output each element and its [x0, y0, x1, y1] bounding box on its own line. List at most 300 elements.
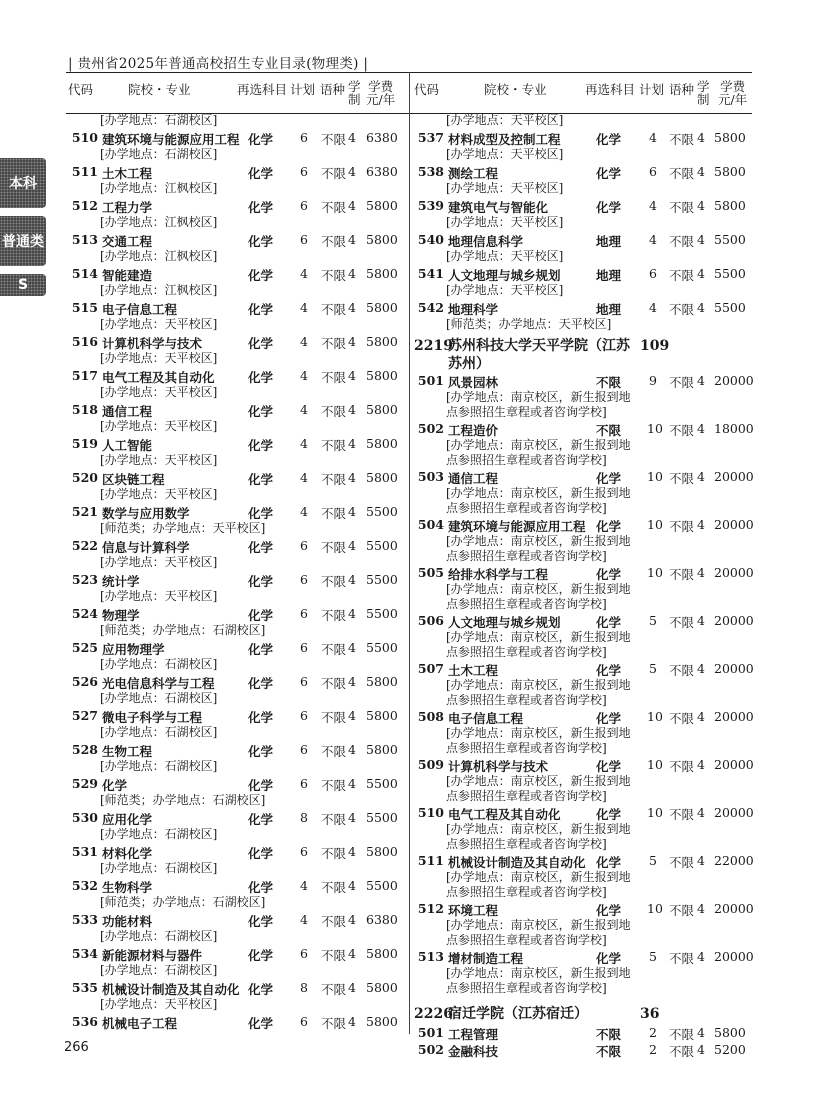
- row-code: 513: [71, 232, 98, 247]
- row-major: 通信工程: [448, 470, 499, 486]
- row-note: [办学地点：江枫校区]: [100, 181, 218, 195]
- row-major: 给排水科学与工程: [448, 566, 549, 582]
- row-plan: 6: [300, 844, 308, 859]
- table-row: [414, 804, 754, 853]
- table-row: [68, 810, 406, 843]
- table-row: [414, 708, 754, 757]
- row-fee: 5800: [366, 300, 398, 315]
- row-language: 不限: [669, 662, 695, 678]
- table-row: [414, 660, 754, 709]
- row-subject: 化学: [248, 540, 274, 555]
- row-code: 522: [71, 538, 98, 553]
- row-language: 不限: [669, 132, 695, 147]
- header-fee: 学费 元/年: [718, 79, 748, 107]
- row-code: 512: [71, 198, 98, 213]
- row-language: 不限: [669, 1026, 695, 1042]
- row-language: 不限: [321, 438, 347, 453]
- row-code: 524: [71, 606, 98, 621]
- row-plan: 6: [300, 232, 308, 247]
- row-years: 4: [348, 436, 356, 451]
- row-fee: 20000: [714, 516, 754, 532]
- row-code: 540: [417, 232, 444, 247]
- row-years: 4: [348, 776, 356, 791]
- row-subject: 化学: [248, 438, 274, 453]
- row-major: 机械电子工程: [102, 1016, 178, 1031]
- row-language: 不限: [669, 302, 695, 317]
- row-note: [办学地点：石湖校区]: [100, 759, 218, 773]
- table-row: [68, 538, 406, 571]
- row-fee: 20000: [714, 372, 754, 388]
- row-years: 4: [697, 852, 705, 868]
- row-note: 点参照招生章程或者咨询学校]: [446, 789, 607, 803]
- row-fee: 5800: [366, 436, 398, 451]
- table-row: [414, 266, 750, 299]
- header-language: 语种: [320, 82, 346, 97]
- row-note: [办学地点：南京校区，新生报到地: [446, 869, 631, 884]
- table-row: [414, 300, 750, 333]
- row-note: 点参照招生章程或者咨询学校]: [446, 645, 607, 659]
- table-row: [68, 402, 406, 435]
- row-years: 4: [697, 708, 705, 724]
- row-note: 点参照招生章程或者咨询学校]: [446, 885, 607, 899]
- row-code: 531: [71, 844, 98, 859]
- table-row: [68, 742, 406, 775]
- row-note: [办学地点：南京校区，新生报到地: [446, 389, 631, 404]
- table-row: [68, 912, 406, 945]
- row-note: 点参照招生章程或者咨询学校]: [446, 453, 607, 467]
- row-subject: 化学: [248, 166, 274, 181]
- row-language: 不限: [669, 1043, 695, 1059]
- row-note: [办学地点：石湖校区]: [100, 691, 218, 705]
- row-years: 4: [697, 804, 705, 820]
- row-major: 应用化学: [102, 812, 153, 827]
- row-subject: 化学: [248, 812, 274, 827]
- row-fee: 20000: [714, 660, 754, 676]
- row-code: 537: [417, 130, 444, 145]
- table-row: [68, 470, 406, 503]
- row-note: [办学地点：天平校区]: [446, 215, 564, 229]
- row-note: [办学地点：南京校区，新生报到地: [446, 437, 631, 452]
- row-years: 4: [697, 164, 705, 179]
- row-fee: 5500: [366, 572, 398, 587]
- row-code: 510: [71, 130, 98, 145]
- row-subject: 化学: [248, 506, 274, 521]
- row-plan: 6: [300, 946, 308, 961]
- row-years: 4: [348, 640, 356, 655]
- row-language: 不限: [669, 234, 695, 249]
- row-note: [办学地点：江枫校区]: [100, 249, 218, 263]
- row-plan: 5: [649, 660, 657, 676]
- row-language: 不限: [669, 268, 695, 283]
- row-subject: 化学: [248, 404, 274, 419]
- row-fee: 5500: [366, 538, 398, 553]
- row-plan: 6: [300, 674, 308, 689]
- header-school-major: 院校・专业: [484, 82, 547, 97]
- row-major: 工程造价: [448, 422, 499, 438]
- right-column: [414, 77, 754, 1059]
- row-language: 不限: [321, 710, 347, 725]
- row-fee: 5800: [366, 232, 398, 247]
- row-subject: 化学: [596, 518, 622, 534]
- header-plan: 计划: [290, 82, 316, 97]
- row-code: 542: [417, 300, 444, 315]
- row-code: 534: [71, 946, 98, 961]
- row-fee: 5500: [366, 810, 398, 825]
- row-note: [办学地点：天平校区]: [446, 249, 564, 263]
- row-years: 4: [697, 612, 705, 628]
- row-major: 建筑电气与智能化: [448, 200, 549, 215]
- row-language: 不限: [669, 518, 695, 534]
- table-row: [414, 612, 754, 661]
- row-plan: 4: [649, 198, 657, 213]
- row-language: 不限: [669, 614, 695, 630]
- table-row: [68, 946, 406, 979]
- table-row: [68, 232, 406, 265]
- row-plan: 6: [300, 708, 308, 723]
- row-subject: 化学: [596, 470, 622, 486]
- row-note: [办学地点：南京校区，新生报到地: [446, 821, 631, 836]
- row-years: 4: [348, 368, 356, 383]
- row-years: 4: [348, 912, 356, 927]
- row-note: [办学地点：南京校区，新生报到地: [446, 965, 631, 980]
- row-language: 不限: [321, 268, 347, 283]
- row-major: 人工智能: [102, 438, 153, 453]
- row-subject: 化学: [248, 302, 274, 317]
- row-language: 不限: [321, 370, 347, 385]
- row-subject: 不限: [596, 1043, 622, 1059]
- row-note: [办学地点：石湖校区]: [100, 861, 218, 875]
- row-note: [师范类；办学地点：石湖校区]: [100, 895, 266, 909]
- row-subject: 化学: [248, 948, 274, 963]
- table-row: [68, 674, 406, 707]
- row-years: 4: [697, 1024, 705, 1040]
- row-major: 材料化学: [102, 846, 153, 861]
- header-language: 语种: [669, 82, 695, 97]
- row-code: 502: [417, 420, 444, 436]
- row-years: 4: [348, 572, 356, 587]
- row-note: 点参照招生章程或者咨询学校]: [446, 549, 607, 563]
- left-column: [68, 77, 406, 1031]
- row-major: 测绘工程: [448, 166, 499, 181]
- lead-note: [办学地点：石湖校区]: [100, 113, 218, 127]
- row-major: 光电信息科学与工程: [102, 676, 215, 691]
- row-subject: 化学: [596, 902, 622, 918]
- row-subject: 化学: [248, 370, 274, 385]
- row-major: 电子信息工程: [448, 710, 524, 726]
- row-fee: 20000: [714, 900, 754, 916]
- row-major: 电气工程及其自动化: [102, 370, 215, 385]
- table-row: [68, 130, 406, 163]
- row-major: 增材制造工程: [448, 950, 524, 966]
- row-years: 4: [348, 300, 356, 315]
- row-major: 人文地理与城乡规划: [448, 614, 561, 630]
- row-note: [办学地点：南京校区，新生报到地: [446, 917, 631, 932]
- row-years: 4: [348, 980, 356, 995]
- institution-heading: [414, 337, 750, 373]
- table-row: [414, 1025, 750, 1042]
- row-fee: 5500: [714, 232, 746, 247]
- row-note: [办学地点：南京校区，新生报到地: [446, 773, 631, 788]
- row-subject: 化学: [248, 744, 274, 759]
- row-language: 不限: [669, 470, 695, 486]
- row-subject: 不限: [596, 422, 622, 438]
- row-major: 新能源材料与器件: [102, 948, 203, 963]
- header-years: 学 制: [697, 79, 710, 107]
- row-subject: 化学: [248, 982, 274, 997]
- row-subject: 化学: [248, 268, 274, 283]
- row-note: [办学地点：石湖校区]: [100, 725, 218, 739]
- row-major: 电子信息工程: [102, 302, 178, 317]
- row-language: 不限: [669, 374, 695, 390]
- row-note: [办学地点：南京校区，新生报到地: [446, 725, 631, 740]
- row-subject: 化学: [248, 132, 274, 147]
- row-plan: 2: [649, 1041, 657, 1057]
- row-code: 520: [71, 470, 98, 485]
- row-years: 4: [348, 504, 356, 519]
- row-subject: 地理: [596, 302, 622, 317]
- row-note: [办学地点：天平校区]: [100, 453, 218, 467]
- row-fee: 5500: [366, 640, 398, 655]
- row-major: 材料成型及控制工程: [448, 132, 561, 147]
- row-fee: 5800: [366, 266, 398, 281]
- row-subject: 化学: [596, 854, 622, 870]
- row-note: [办学地点：南京校区，新生报到地: [446, 533, 631, 548]
- row-subject: 化学: [596, 806, 622, 822]
- row-subject: 化学: [596, 132, 622, 147]
- row-note: [办学地点：石湖校区]: [100, 827, 218, 841]
- lead-note: [办学地点：天平校区]: [446, 113, 564, 127]
- header-plan: 计划: [639, 82, 665, 97]
- row-plan: 6: [300, 776, 308, 791]
- row-subject: 化学: [248, 200, 274, 215]
- row-code: 541: [417, 266, 444, 281]
- row-language: 不限: [669, 200, 695, 215]
- row-years: 4: [348, 946, 356, 961]
- row-major: 建筑环境与能源应用工程: [102, 132, 240, 147]
- row-language: 不限: [321, 540, 347, 555]
- table-row: [68, 708, 406, 741]
- row-subject: 化学: [248, 846, 274, 861]
- row-years: 4: [348, 266, 356, 281]
- institution-name-cont: 苏州）: [448, 355, 490, 372]
- header-subject: 再选科目: [237, 82, 288, 97]
- row-years: 4: [697, 468, 705, 484]
- row-fee: 5800: [366, 334, 398, 349]
- row-language: 不限: [321, 982, 347, 997]
- institution-name: 苏州科技大学天平学院（江苏: [448, 337, 630, 354]
- row-plan: 6: [649, 266, 657, 281]
- row-major: 功能材料: [102, 914, 153, 929]
- row-fee: 5800: [366, 946, 398, 961]
- header-code: 代码: [68, 82, 94, 97]
- row-code: 539: [417, 198, 444, 213]
- row-plan: 9: [649, 372, 657, 388]
- row-code: 516: [71, 334, 98, 349]
- row-fee: 5800: [366, 1014, 398, 1029]
- row-major: 机械设计制造及其自动化: [102, 982, 240, 997]
- row-major: 智能建造: [102, 268, 153, 283]
- row-language: 不限: [669, 166, 695, 181]
- row-major: 人文地理与城乡规划: [448, 268, 561, 283]
- row-plan: 4: [300, 878, 308, 893]
- row-language: 不限: [321, 404, 347, 419]
- row-major: 统计学: [102, 574, 140, 589]
- row-subject: 化学: [248, 608, 274, 623]
- side-tab-s: S: [0, 274, 46, 296]
- table-row: [68, 776, 406, 809]
- row-language: 不限: [321, 574, 347, 589]
- table-row: [68, 198, 406, 231]
- row-fee: 20000: [714, 948, 754, 964]
- row-note: [办学地点：江枫校区]: [100, 215, 218, 229]
- institution-total: 109: [640, 337, 670, 354]
- row-years: 4: [697, 266, 705, 281]
- row-plan: 4: [300, 368, 308, 383]
- row-subject: 化学: [596, 614, 622, 630]
- row-plan: 8: [300, 810, 308, 825]
- row-note: 点参照招生章程或者咨询学校]: [446, 501, 607, 515]
- row-code: 514: [71, 266, 98, 281]
- row-major: 地理科学: [448, 302, 499, 317]
- row-language: 不限: [321, 880, 347, 895]
- row-code: 538: [417, 164, 444, 179]
- table-header: [414, 77, 750, 113]
- row-major: 土木工程: [102, 166, 153, 181]
- row-fee: 5800: [366, 470, 398, 485]
- row-note: 点参照招生章程或者咨询学校]: [446, 837, 607, 851]
- row-note: [办学地点：天平校区]: [446, 147, 564, 161]
- row-years: 4: [697, 198, 705, 213]
- row-fee: 20000: [714, 468, 754, 484]
- table-row: [414, 516, 754, 565]
- header-fee: 学费 元/年: [366, 79, 396, 107]
- row-note: 点参照招生章程或者咨询学校]: [446, 981, 607, 995]
- row-years: 4: [697, 948, 705, 964]
- row-fee: 5800: [366, 742, 398, 757]
- row-plan: 6: [300, 1014, 308, 1029]
- row-note: [办学地点：天平校区]: [100, 487, 218, 501]
- row-code: 536: [71, 1014, 98, 1029]
- row-code: 507: [417, 660, 444, 676]
- row-fee: 20000: [714, 564, 754, 580]
- institution-heading: [414, 1005, 750, 1025]
- row-language: 不限: [321, 948, 347, 963]
- row-code: 528: [71, 742, 98, 757]
- row-years: 4: [348, 708, 356, 723]
- row-years: 4: [348, 538, 356, 553]
- row-code: 518: [71, 402, 98, 417]
- row-subject: 化学: [248, 914, 274, 929]
- row-years: 4: [348, 130, 356, 145]
- row-major: 区块链工程: [102, 472, 165, 487]
- row-code: 532: [71, 878, 98, 893]
- row-plan: 10: [647, 708, 663, 724]
- row-major: 计算机科学与技术: [448, 758, 549, 774]
- row-plan: 10: [647, 468, 663, 484]
- table-row: [68, 504, 406, 537]
- table-row: [414, 948, 754, 997]
- row-plan: 2: [649, 1024, 657, 1040]
- row-code: 509: [417, 756, 444, 772]
- row-code: 508: [417, 708, 444, 724]
- row-language: 不限: [321, 302, 347, 317]
- row-language: 不限: [321, 676, 347, 691]
- row-language: 不限: [321, 778, 347, 793]
- row-fee: 5500: [714, 266, 746, 281]
- table-row: [414, 900, 754, 949]
- row-note: [办学地点：江枫校区]: [100, 283, 218, 297]
- table-row: [414, 164, 750, 197]
- row-code: 515: [71, 300, 98, 315]
- row-code: 523: [71, 572, 98, 587]
- row-fee: 20000: [714, 612, 754, 628]
- row-note: [办学地点：石湖校区]: [100, 929, 218, 943]
- page-number: 266: [64, 1040, 89, 1055]
- row-fee: 5800: [366, 980, 398, 995]
- row-code: 502: [417, 1041, 444, 1057]
- row-code: 501: [417, 1024, 444, 1040]
- row-fee: 5800: [366, 844, 398, 859]
- row-subject: 化学: [248, 1016, 274, 1031]
- row-code: 529: [71, 776, 98, 791]
- row-years: 4: [697, 564, 705, 580]
- row-language: 不限: [321, 846, 347, 861]
- row-subject: 化学: [596, 710, 622, 726]
- row-language: 不限: [321, 234, 347, 249]
- table-row: [68, 878, 406, 911]
- table-row: [414, 198, 750, 231]
- row-subject: 化学: [248, 642, 274, 657]
- row-language: 不限: [321, 642, 347, 657]
- row-subject: 化学: [596, 758, 622, 774]
- row-language: 不限: [321, 914, 347, 929]
- row-plan: 6: [300, 742, 308, 757]
- row-plan: 6: [300, 606, 308, 621]
- row-note: 点参照招生章程或者咨询学校]: [446, 693, 607, 707]
- row-years: 4: [697, 300, 705, 315]
- table-row: [414, 852, 754, 901]
- table-row: [68, 980, 406, 1013]
- row-code: 503: [417, 468, 444, 484]
- row-fee: 20000: [714, 804, 754, 820]
- row-subject: 地理: [596, 268, 622, 283]
- table-row: [414, 232, 750, 265]
- row-language: 不限: [669, 710, 695, 726]
- row-plan: 6: [300, 130, 308, 145]
- row-code: 530: [71, 810, 98, 825]
- row-code: 519: [71, 436, 98, 451]
- row-note: [办学地点：南京校区，新生报到地: [446, 677, 631, 692]
- table-row: [68, 266, 406, 299]
- row-code: 506: [417, 612, 444, 628]
- header-school-major: 院校・专业: [128, 82, 191, 97]
- row-language: 不限: [321, 744, 347, 759]
- row-code: 521: [71, 504, 98, 519]
- row-language: 不限: [321, 608, 347, 623]
- side-tabs: [0, 158, 46, 304]
- row-years: 4: [697, 130, 705, 145]
- row-subject: 化学: [596, 950, 622, 966]
- row-fee: 18000: [714, 420, 754, 436]
- row-subject: 化学: [596, 200, 622, 215]
- row-major: 工程管理: [448, 1026, 499, 1042]
- row-plan: 10: [647, 420, 663, 436]
- row-note: [师范类；办学地点：天平校区]: [100, 521, 266, 535]
- row-note: [办学地点：石湖校区]: [100, 657, 218, 671]
- row-code: 527: [71, 708, 98, 723]
- row-years: 4: [348, 334, 356, 349]
- table-row: [68, 334, 406, 367]
